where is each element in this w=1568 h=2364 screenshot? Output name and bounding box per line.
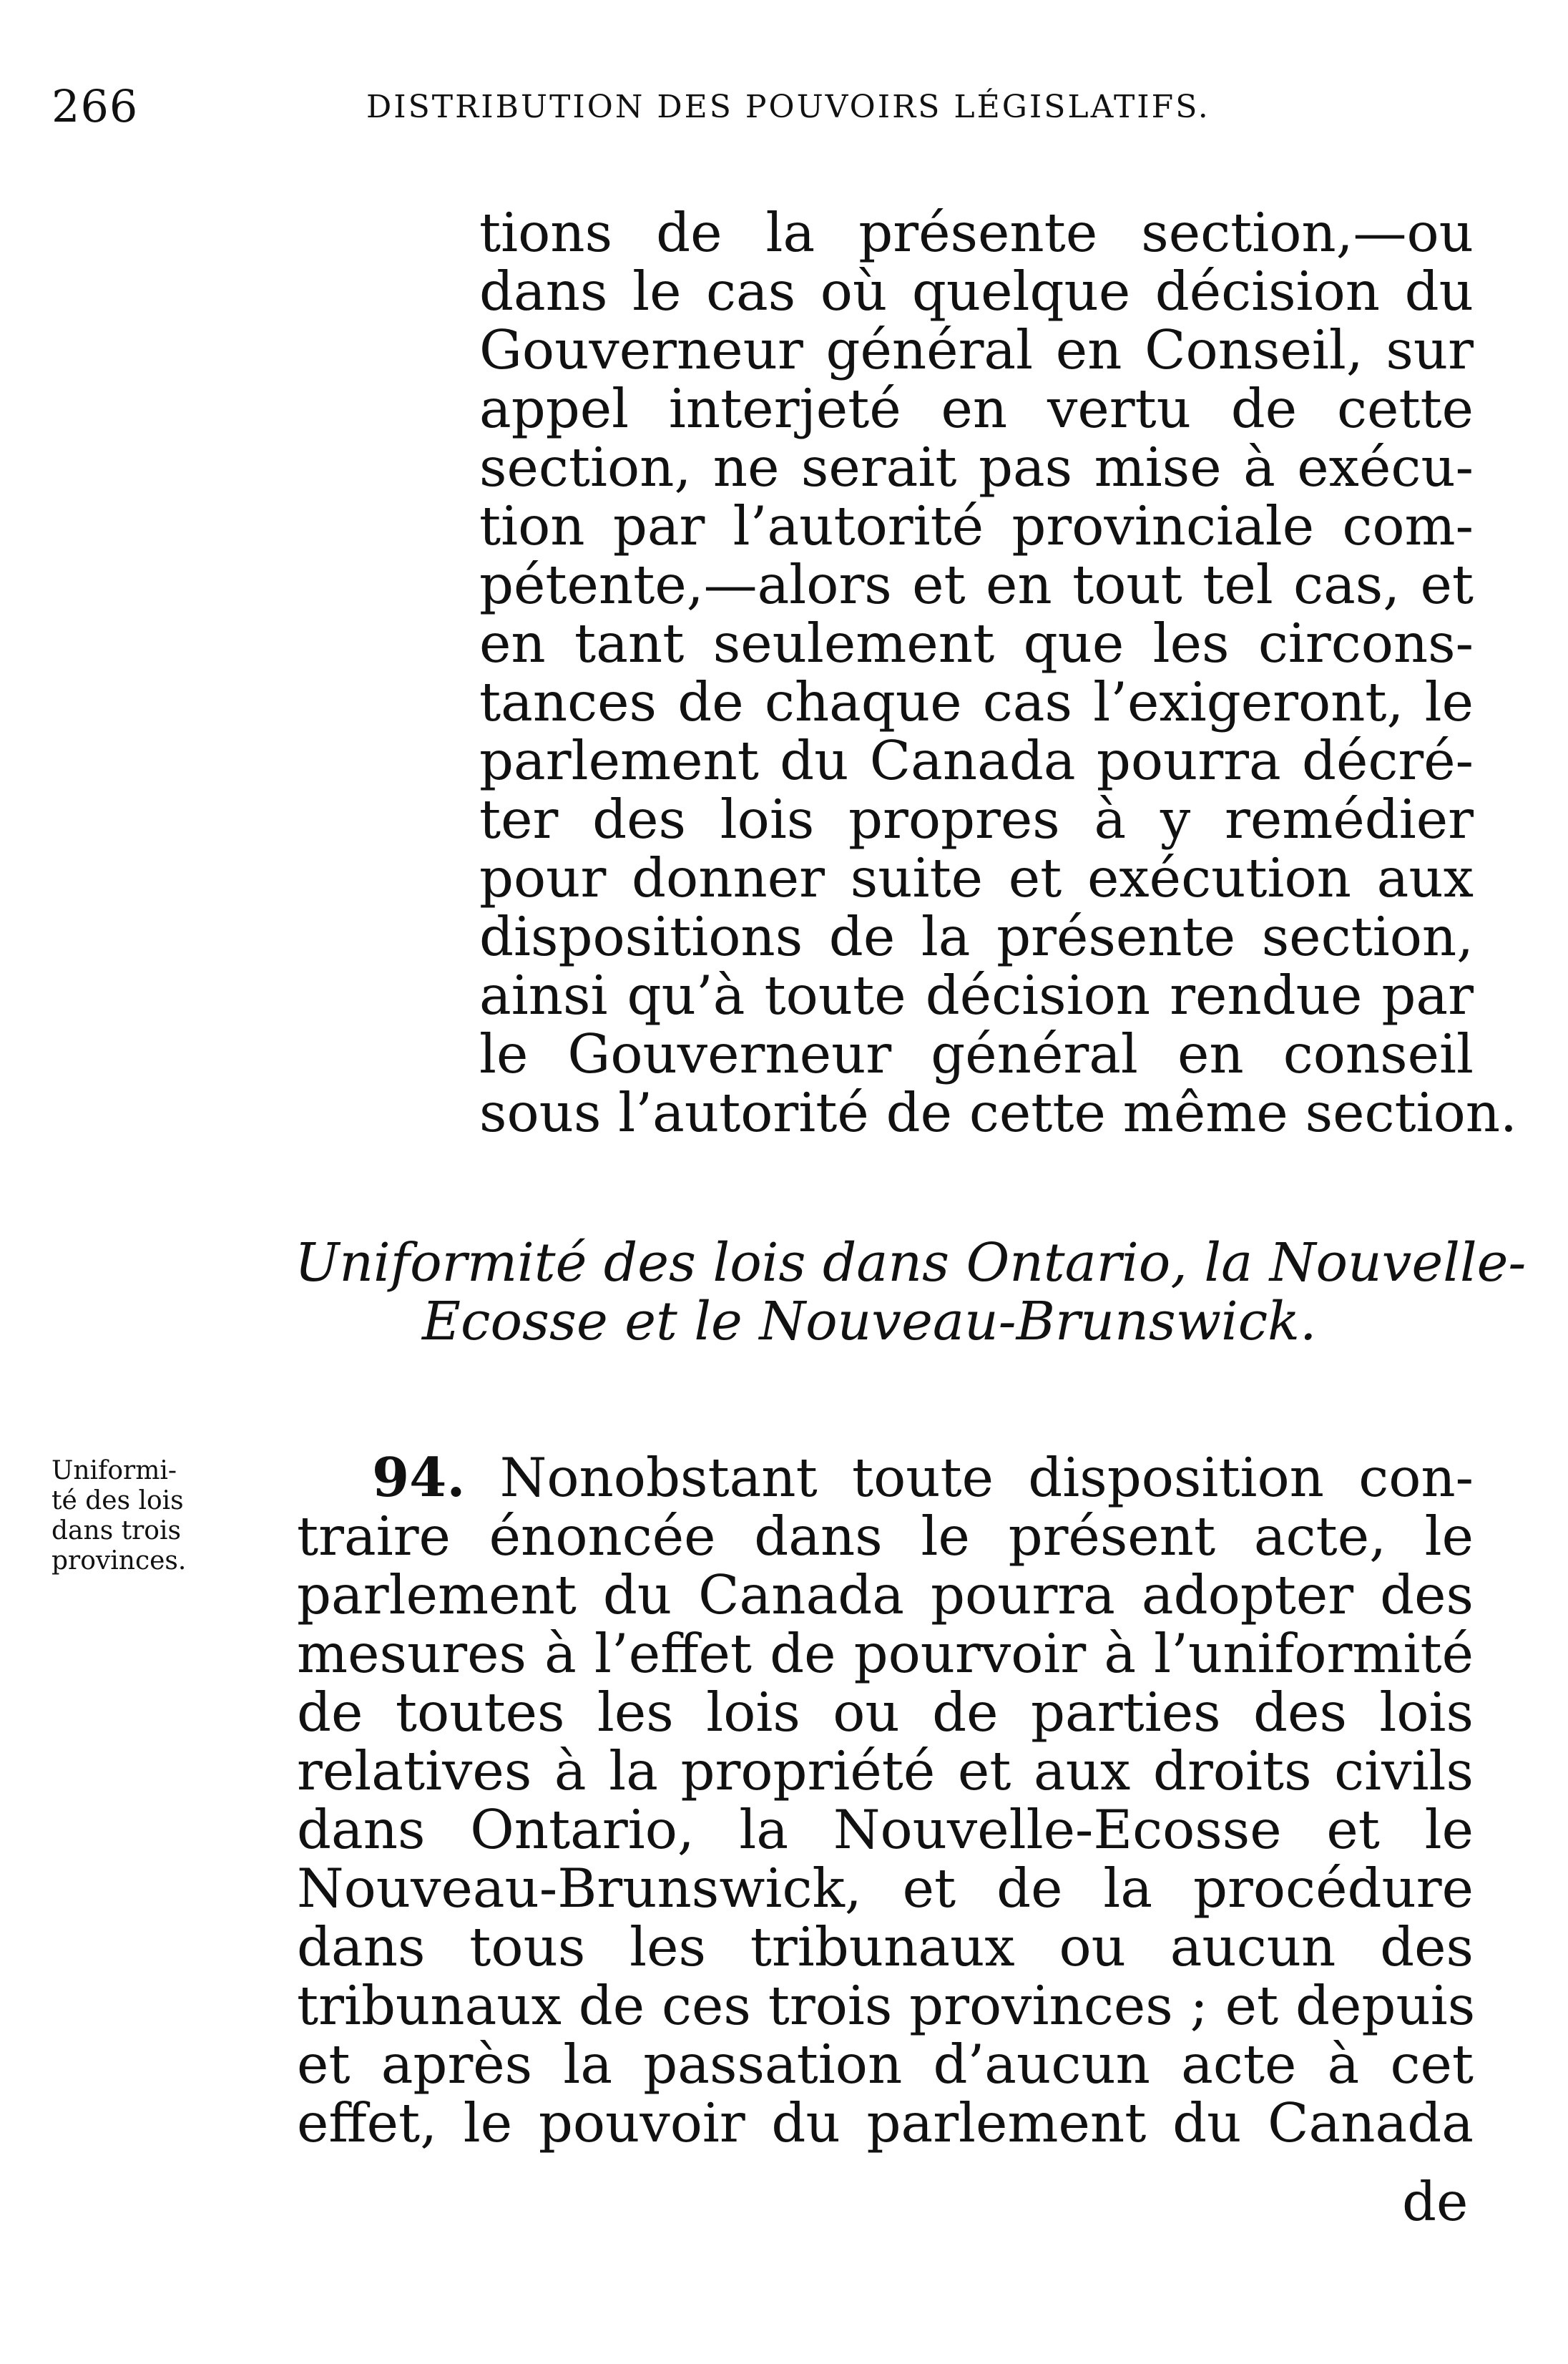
paragraph-line: parlement du Canada pourra décré- bbox=[479, 729, 1474, 792]
paragraph-line: dans Ontario, la Nouvelle-Ecosse et le bbox=[297, 1798, 1474, 1861]
paragraph-line: dispositions de la présente section, bbox=[479, 905, 1474, 968]
paragraph-line: tribunaux de ces trois provinces ; et depuis bbox=[297, 1974, 1476, 2037]
paragraph-line: parlement du Canada pourra adopter des bbox=[297, 1563, 1474, 1626]
paragraph-line: Nouveau-Brunswick, et de la procédure bbox=[297, 1857, 1474, 1920]
paragraph-line: le Gouverneur général en conseil bbox=[479, 1022, 1474, 1085]
catchword: de bbox=[1402, 2170, 1469, 2233]
paragraph-line: de toutes les lois ou de parties des lois bbox=[297, 1681, 1474, 1744]
section-heading-line: Ecosse et le Nouveau-Brunswick. bbox=[422, 1291, 1317, 1352]
paragraph-line: mesures à l’effet de pourvoir à l’uniformité bbox=[297, 1622, 1474, 1685]
paragraph-line: relatives à la propriété et aux droits civils bbox=[297, 1739, 1474, 1802]
margin-note-line: té des lois bbox=[52, 1486, 184, 1515]
page-header bbox=[52, 80, 1468, 145]
paragraph-line: en tant seulement que les circons- bbox=[479, 612, 1474, 675]
paragraph-line: section, ne serait pas mise à exécu- bbox=[479, 436, 1474, 499]
paragraph-line: et après la passation d’aucun acte à cet bbox=[297, 2033, 1474, 2096]
paragraph-line: appel interjeté en vertu de cette bbox=[479, 377, 1474, 440]
paragraph-line: dans le cas où quelque décision du bbox=[479, 260, 1474, 323]
paragraph-line: ter des lois propres à y remédier bbox=[479, 788, 1474, 851]
paragraph-line: traire énoncée dans le présent acte, le bbox=[297, 1505, 1474, 1568]
section-first-line: Nonobstant toute disposition con- bbox=[499, 1446, 1474, 1509]
margin-note-line: provinces. bbox=[52, 1546, 187, 1576]
paragraph-line: effet, le pouvoir du parlement du Canada bbox=[297, 2091, 1474, 2154]
paragraph-line: ainsi qu’à toute décision rendue par bbox=[479, 964, 1474, 1027]
section-heading-line: Uniformité des lois dans Ontario, la Nouvelle- bbox=[295, 1232, 1527, 1294]
running-title: DISTRIBUTION DES POUVOIRS LÉGISLATIFS. bbox=[366, 89, 1210, 125]
page-number: 266 bbox=[52, 80, 139, 132]
paragraph-line: sous l’autorité de cette même section. bbox=[479, 1081, 1517, 1144]
paragraph-line: dans tous les tribunaux ou aucun des bbox=[297, 1915, 1474, 1978]
margin-note-line: Uniformi- bbox=[52, 1456, 177, 1485]
section-number: 94. bbox=[372, 1446, 466, 1509]
paragraph-line: tion par l’autorité provinciale com- bbox=[479, 494, 1474, 557]
paragraph-line: pour donner suite et exécution aux bbox=[479, 846, 1474, 909]
paragraph-line: pétente,—alors et en tout tel cas, et bbox=[479, 553, 1474, 616]
paragraph-line: tions de la présente section,—ou bbox=[479, 201, 1474, 264]
paragraph-line bbox=[372, 1446, 1474, 1509]
paragraph-line: Gouverneur général en Conseil, sur bbox=[479, 318, 1474, 381]
paragraph-line: tances de chaque cas l’exigeront, le bbox=[479, 670, 1474, 733]
margin-note-line: dans trois bbox=[52, 1516, 181, 1545]
